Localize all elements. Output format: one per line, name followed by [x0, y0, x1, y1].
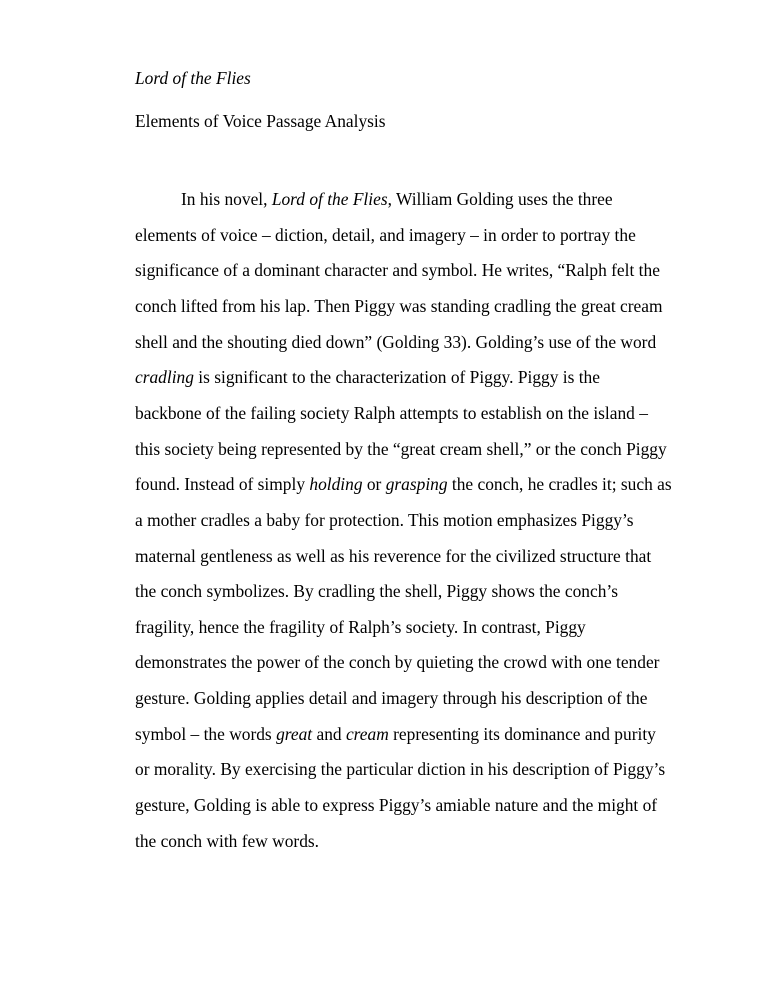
essay-text: symbol – the words: [135, 724, 277, 744]
essay-text: significance of a dominant character and symbol. He writes, “Ralph felt the: [135, 260, 660, 280]
essay-text: representing its dominance and purity: [388, 724, 656, 744]
essay-text: the conch, he cradles it; such as: [447, 474, 672, 494]
essay-text: , William Golding uses the three: [387, 189, 613, 209]
essay-text: the conch with few words.: [135, 831, 320, 851]
essay-line: [135, 473, 672, 495]
essay-line: [135, 758, 665, 780]
essay-text: is significant to the characterization of Piggy. Piggy is the: [193, 367, 600, 387]
essay-emphasis: holding: [309, 474, 363, 494]
essay-emphasis: cradling: [135, 367, 194, 387]
essay-emphasis: grasping: [385, 474, 448, 494]
essay-line: [135, 651, 659, 673]
essay-line: [135, 259, 660, 281]
essay-line: [181, 188, 613, 210]
essay-emphasis: cream: [345, 724, 389, 744]
essay-emphasis: great: [276, 724, 313, 744]
essay-text: gesture, Golding is able to express Piggy’s amiable nature and the might of: [135, 795, 658, 815]
essay-line: [135, 366, 600, 388]
essay-emphasis: Lord of the Flies: [271, 189, 388, 209]
essay-line: [135, 224, 636, 246]
essay-line: [135, 295, 663, 317]
essay-text: fragility, hence the fragility of Ralph’s society. In contrast, Piggy: [135, 617, 586, 637]
essay-line: [135, 580, 618, 602]
essay-text: found. Instead of simply: [135, 474, 310, 494]
essay-text: a mother cradles a baby for protection. This motion emphasizes Piggy’s: [135, 510, 634, 530]
essay-line: [135, 830, 319, 852]
essay-text: conch lifted from his lap. Then Piggy was standing cradling the great cream: [135, 296, 663, 316]
essay-text: gesture. Golding applies detail and imagery through his description of the: [135, 688, 648, 708]
essay-text: this society being represented by the “great cream shell,” or the conch Piggy: [135, 439, 667, 459]
essay-text: maternal gentleness as well as his reverence for the civilized structure that: [135, 546, 652, 566]
essay-line: [135, 331, 656, 353]
essay-line: [135, 616, 586, 638]
document-subtitle: Elements of Voice Passage Analysis: [135, 111, 386, 131]
essay-text: elements of voice – diction, detail, and imagery – in order to portray the: [135, 225, 636, 245]
essay-text: the conch symbolizes. By cradling the shell, Piggy shows the conch’s: [135, 581, 618, 601]
essay-line: [135, 438, 667, 460]
essay-text: In his novel,: [181, 189, 272, 209]
essay-text: or morality. By exercising the particular diction in his description of Piggy’s: [135, 759, 666, 779]
essay-line: [135, 723, 656, 745]
essay-line: [135, 509, 634, 531]
essay-line: [135, 402, 648, 424]
essay-text: and: [312, 724, 346, 744]
essay-line: [135, 545, 651, 567]
essay-text: backbone of the failing society Ralph attempts to establish on the island –: [135, 403, 648, 423]
essay-line: [135, 794, 657, 816]
essay-text: or: [362, 474, 386, 494]
essay-text: shell and the shouting died down” (Golding 33). Golding’s use of the word: [135, 332, 657, 352]
essay-text: demonstrates the power of the conch by quieting the crowd with one tender: [135, 652, 660, 672]
essay-line: [135, 687, 647, 709]
document-title: Lord of the Flies: [135, 68, 251, 88]
